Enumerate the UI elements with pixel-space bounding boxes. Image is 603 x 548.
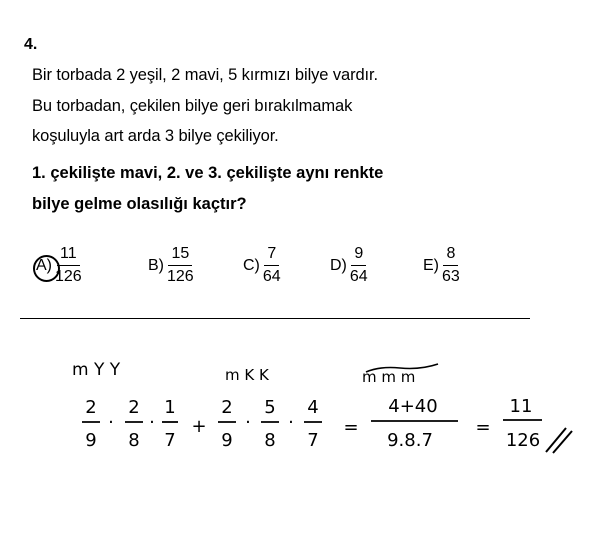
frac-2-num: 2 <box>128 397 140 418</box>
option-e-numerator: 8 <box>443 246 458 266</box>
option-c-denominator: 64 <box>262 268 281 285</box>
option-d-label: D) <box>330 256 347 274</box>
final-answer-marks <box>546 428 572 453</box>
case-label-myy: m Y Y <box>72 360 121 380</box>
dot-3: · <box>245 412 251 433</box>
case-label-mkk: m K K <box>225 366 269 384</box>
plus-sign: + <box>191 416 207 437</box>
frac-1-num: 2 <box>85 397 97 418</box>
frac-4-num: 2 <box>221 397 233 418</box>
option-c-label: C) <box>243 256 260 274</box>
option-e-denominator: 63 <box>442 268 460 285</box>
frac-3-num: 1 <box>164 397 176 418</box>
option-d[interactable] <box>330 246 368 285</box>
frac-5-num: 5 <box>264 397 276 418</box>
option-e[interactable] <box>423 246 460 285</box>
option-e-fraction <box>442 246 460 285</box>
frac-1-den: 9 <box>85 430 97 451</box>
question-stem-line-2: Bu torbadan, çekilen bilye geri bırakılmamak <box>32 97 353 115</box>
option-a-numerator: 11 <box>57 246 80 266</box>
question-ask-line-1: 1. çekilişte mavi, 2. ve 3. çekilişte aynı renkte <box>32 164 384 182</box>
frac-6-den: 7 <box>307 430 319 451</box>
option-b-label: B) <box>148 256 164 274</box>
option-a-label: A) <box>36 256 52 274</box>
equals-sign-1: = <box>343 417 359 438</box>
option-d-denominator: 64 <box>349 268 368 285</box>
question-ask-line-2: bilye gelme olasılığı kaçtır? <box>32 195 247 213</box>
option-b-fraction <box>167 246 194 285</box>
frac-3-den: 7 <box>164 430 176 451</box>
option-c-numerator: 7 <box>264 246 279 266</box>
equals-sign-2: = <box>475 417 491 438</box>
dot-2: · <box>149 412 155 433</box>
option-e-label: E) <box>423 256 439 274</box>
selected-answer-circle <box>33 255 60 282</box>
option-b[interactable] <box>148 246 194 285</box>
frac-2-den: 8 <box>128 430 140 451</box>
option-d-numerator: 9 <box>351 246 366 266</box>
option-a-denominator: 126 <box>55 268 82 285</box>
dot-1: · <box>108 412 114 433</box>
sum-denominator: 9.8.7 <box>387 430 433 451</box>
option-d-fraction <box>350 246 368 285</box>
sum-numerator: 4+40 <box>388 396 438 417</box>
question-number: 4. <box>24 36 38 53</box>
handwritten-solution <box>0 330 603 480</box>
question-stem-line-3: koşuluyla art arda 3 bilye çekiliyor. <box>32 127 279 145</box>
frac-5-den: 8 <box>264 430 276 451</box>
option-c-fraction <box>263 246 281 285</box>
dot-4: · <box>288 412 294 433</box>
option-c[interactable] <box>243 246 281 285</box>
option-b-numerator: 15 <box>168 246 192 266</box>
result-numerator: 11 <box>509 396 533 417</box>
frac-6-num: 4 <box>307 397 319 418</box>
separator-line <box>20 318 530 319</box>
result-denominator: 126 <box>505 430 541 451</box>
option-b-denominator: 126 <box>167 268 194 285</box>
question-stem-line-1: Bir torbada 2 yeşil, 2 mavi, 5 kırmızı bilye vardır. <box>32 66 379 84</box>
frac-4-den: 9 <box>221 430 233 451</box>
case-label-mmm: m m m <box>362 368 416 386</box>
